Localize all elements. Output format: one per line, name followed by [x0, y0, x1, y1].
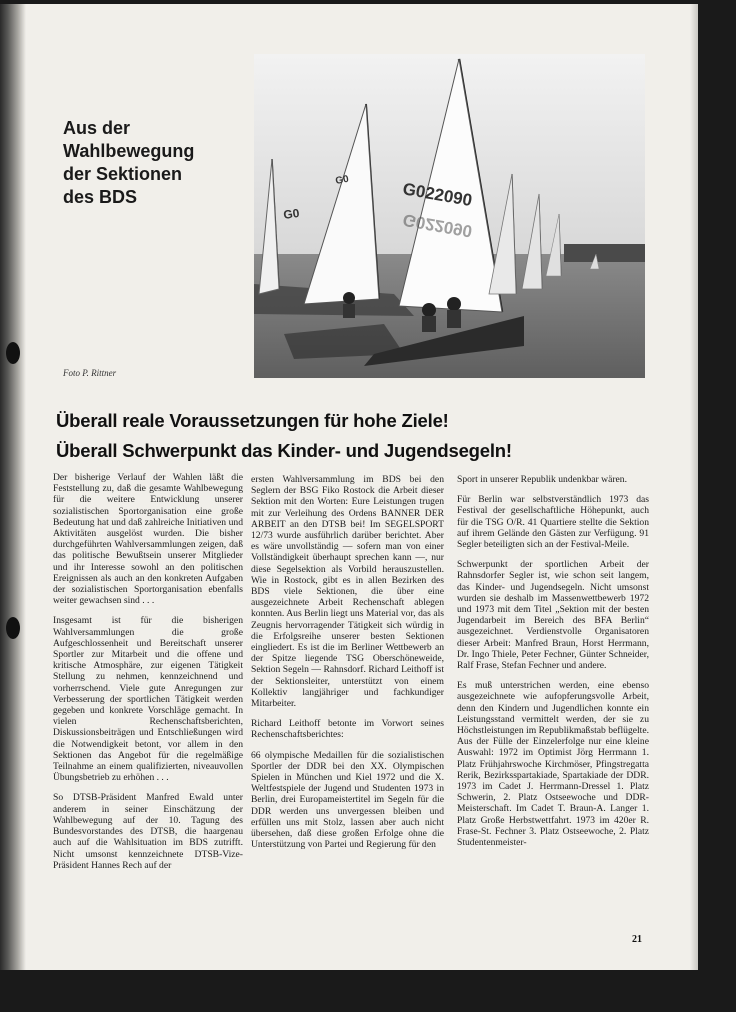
- page-number: 21: [632, 934, 642, 945]
- article-title-line: Überall Schwerpunkt das Kinder- und Jugendsegeln!: [56, 440, 512, 461]
- paragraph: So DTSB-Präsident Manfred Ewald unter anderem in seiner Einschätzung der Wahlbewegung auf der 10. Tagung des Bundesvorstandes des DTSB, die haargenau auch auf die Wahlsituation im BDS zutrifft. Nicht umsonst kennzeichnete DTSB-Vize-Präsident Hannes Rech auf der: [53, 792, 243, 871]
- photo-credit: Foto P. Rittner: [63, 368, 117, 378]
- paragraph: Es muß unterstrichen werden, eine ebenso ausgezeichnete wie aufopferungsvolle Arbeit, denn den Kindern und Jugendlichen konnte ein Leistungsstand vermittelt werden, der sie zu Höchstleistungen im Republikmaßstab beflügelte. Aus der Fülle der Einzelerfolge nur eine kleine Auswahl: 1972 im Optimist Jörg Herrmann 1. Platz Frühjahrswoche Kirchmöser, Pfingstregatta Rerik, Bezirksspartakiade, Spartakiade der DDR. 1973 im Cadet J. Herrmann-Dressel 1. Platz Schwerin, 2. Platz Ostseewoche und DDR-Meisterschaft. Im Cadet T. Braun-A. Langer 1. Platz Große Herbstwettfahrt. 1973 im 420er R. Frase-St. Fechner 3. Platz Ostseewoche, 2. Platz Studentenmeister-: [457, 680, 649, 849]
- section-headline-line: Wahlbewegung: [63, 141, 195, 161]
- magazine-page: [0, 4, 698, 970]
- section-headline-line: des BDS: [63, 187, 138, 207]
- section-headline: [63, 117, 243, 209]
- paragraph: 66 olympische Medaillen für die sozialistischen Sportler der DDR bei den XX. Olympischen Spielen in München und Kiel 1972 und die X. Weltfestspiele der Jugend und Studenten 1973 in Berlin, drei Europameistertitel im Segeln für die DDR werden uns unvergessen bleiben und erfüllen uns mit Stolz, lassen aber auch nicht übersehen, daß diese großen Erfolge ohne die Unterstützung von Partei und Regierung für den: [251, 749, 444, 851]
- sailing-photo-illustration: [254, 54, 645, 378]
- sail-number: G0: [334, 173, 350, 187]
- section-headline-line: Aus der: [63, 118, 131, 138]
- text-column-2: [251, 474, 444, 860]
- punch-hole: [6, 342, 20, 364]
- punch-hole: [6, 617, 20, 639]
- paragraph: Insgesamt ist für die bisherigen Wahlversammlungen die große Aufgeschlossenheit und Bereitschaft unserer Sportler zur Mitarbeit und die offene und kritische Atmosphäre, zur eigenen Tätigkeit Stellung zu nehmen, kennzeichnend und vorherrschend. Viele gute Anregungen zur Verbesserung der sportlichen Tätigkeit werden gegeben und konkrete Vorschläge gemacht. In vielen Rechenschaftsberichten, Diskussionsbeiträgen und Entschließungen wird die Notwendigkeit betont, vor allem in den Sektionen das Angebot für die regelmäßige Teilnahme an einem qualifizierten, niveauvollen Übungsbetrieb zu erhöhen . . .: [53, 615, 243, 784]
- svg-text:G022090: G022090: [401, 210, 474, 241]
- binding-shadow: [0, 4, 26, 970]
- text-column-1: [53, 472, 243, 880]
- article-title-line: Überall reale Voraussetzungen für hohe Ziele!: [56, 410, 449, 431]
- paragraph: ersten Wahlversammlung im BDS bei den Seglern der BSG Fiko Rostock die Arbeit dieser Sektion mit den Worten: Eure Leistungen trugen mit zur Verleihung des Ordens BANNER DER ARBEIT an den DTSB bei! Im SEGELSPORT 12/73 wurde ausführlich darüber berichtet. Aber es wäre unvollständig — sofern man von einer Vollständigkeit überhaupt sprechen kann —, nur diese Segelsektion als Vorbild herauszustellen. Wie in Rostock, gibt es in allen Bezirken des BDS viele Sektionen, die über eine ausgezeichnete Arbeit Rechenschaft ablegen konnten. Aus Berlin liegt uns Material vor, das als Zeugnis hervorragender Tätigkeit sich würdig in die Erfolgsreihe unserer besten Sektionen eingliedert. Es ist die im Berliner Wettbewerb an der Spitze liegende TSG Oberschöneweide, Sektion Segeln — Rahnsdorf. Richard Leithoff ist der Sektionsleiter, unterstützt von einem Kollektiv langjähriger und fachkundiger Mitarbeiter.: [251, 474, 444, 710]
- sail-number: G0: [282, 205, 301, 222]
- article-title: [56, 406, 656, 466]
- page-edge-shadow: [690, 4, 698, 970]
- paragraph: Richard Leithoff betonte im Vorwort seines Rechenschaftsberichtes:: [251, 718, 444, 741]
- sail-number: G022090: [401, 179, 474, 211]
- section-headline-line: der Sektionen: [63, 164, 183, 184]
- paragraph: Für Berlin war selbstverständlich 1973 das Festival der gesellschaftliche Höhepunkt, auch für die TSG O/R. 41 Quartiere stellte die Sektion auf ihrem Gelände den Gästen zur Verfügung. 91 Segler beteiligten sich an der Festival-Meile.: [457, 494, 649, 551]
- text-column-3: [457, 474, 649, 857]
- paragraph: Sport in unserer Republik undenkbar wären.: [457, 474, 627, 485]
- paragraph: Der bisherige Verlauf der Wahlen läßt die Feststellung zu, daß die gesamte Wahlbewegung für die weitere Entwicklung unserer sozialistischen Sportorganisation eine große Bedeutung hat und daß zahlreiche Initiativen und Aktivitäten ausgelöst wurden. Die bisher durchgeführten Wahlversammlungen zeigen, daß das politische Bewußtsein unserer Mitglieder und ihr Interesse sowohl an den politischen Ereignissen als auch an den konkreten Aufgaben der sozialistischen Sportorganisation ebenfalls weiter gewachsen sind . . .: [53, 472, 243, 607]
- paragraph: Schwerpunkt der sportlichen Arbeit der Rahnsdorfer Segler ist, wie schon seit langem, das Kinder- und Jugendsegeln. Nicht umsonst wurden sie deshalb im Massenwettbewerb 1972 und 1973 mit dem Titel „Sektion mit der besten Jugendarbeit im Bereich des BFA Berlin“ ausgezeichnet. Verdienstvolle Organisatoren dieser Arbeit: Manfred Braun, Horst Herrmann, Dr. Ingo Thiele, Peter Fechner, Günter Schneider, Ralf Frase, Stefan Fechner und andere.: [457, 559, 649, 672]
- sailing-photo: [254, 54, 645, 378]
